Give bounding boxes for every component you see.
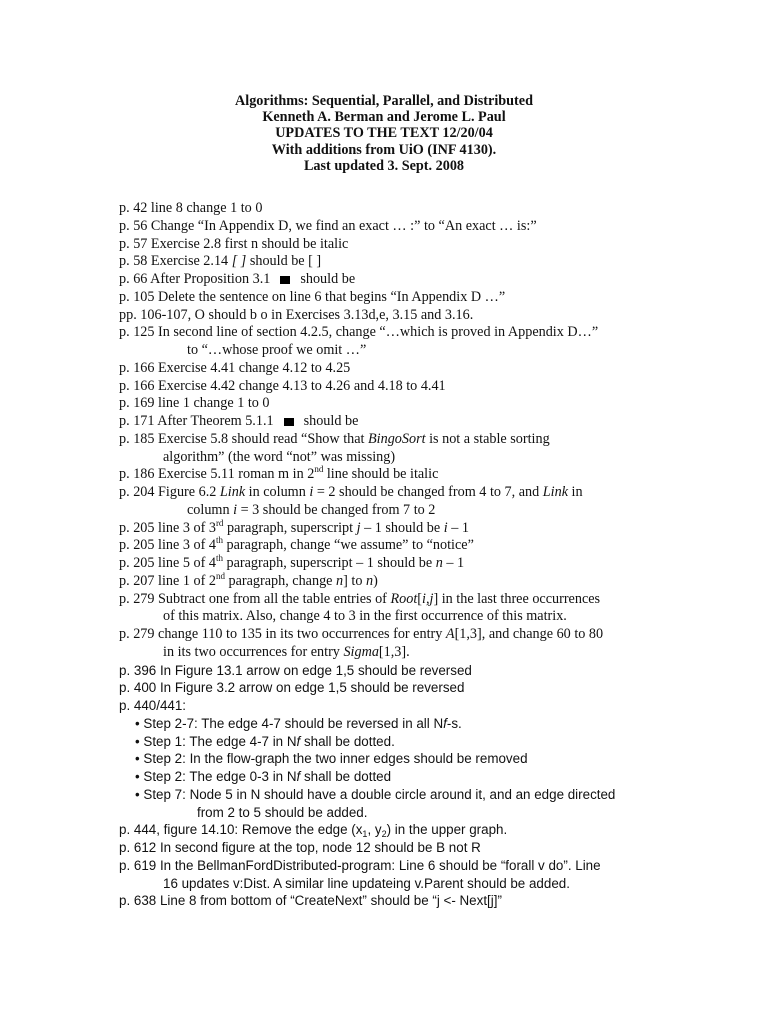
black-square-symbol — [280, 276, 290, 284]
errata-line: p. 205 line 5 of 4th paragraph, superscript – 1 should be n – 1 — [119, 553, 465, 571]
errata-line: p. 207 line 1 of 2nd paragraph, change n] to n) — [119, 570, 378, 589]
bullet-item: • Step 1: The edge 4-7 in Nf shall be dotted. — [135, 733, 395, 749]
errata-line: pp. 106-107, O should b o in Exercises 3.13d,e, 3.15 and 3.16. — [119, 306, 474, 323]
errata-line: p. 185 Exercise 5.8 should read “Show that BingoSort is not a stable sorting — [119, 430, 550, 447]
errata-line: p. 638 Line 8 from bottom of “CreateNext” should be “j <- Next[j]” — [119, 893, 502, 909]
errata-line-continued: algorithm” (the word “not” was missing) — [163, 448, 396, 465]
authors: Kenneth A. Berman and Jerome L. Paul — [262, 109, 506, 126]
updates-title: UPDATES TO THE TEXT 12/20/04 — [275, 125, 493, 142]
errata-line-continued: in its two occurrences for entry Sigma[1,3]. — [163, 643, 410, 660]
errata-line: p. 205 line 3 of 4th paragraph, change “we assume” to “notice” — [119, 535, 474, 554]
errata-line: p. 400 In Figure 3.2 arrow on edge 1,5 should be reversed — [119, 680, 465, 696]
bullet-item: • Step 2-7: The edge 4-7 should be reversed in all Nf-s. — [135, 715, 462, 731]
document-header — [0, 93, 768, 174]
bullet-item-continued: from 2 to 5 should be added. — [197, 804, 368, 820]
errata-line: p. 66 After Proposition 3.1 should be — [119, 271, 356, 287]
bullet-item: • Step 7: Node 5 in N should have a double circle around it, and an edge directed — [135, 786, 616, 802]
errata-line: p. 396 In Figure 13.1 arrow on edge 1,5 should be reversed — [119, 662, 472, 678]
errata-line: p. 166 Exercise 4.42 change 4.13 to 4.26 and 4.18 to 4.41 — [119, 377, 446, 394]
errata-line-continued: 16 updates v:Dist. A similar line updateing v.Parent should be added. — [163, 875, 570, 891]
errata-line-continued: of this matrix. Also, change 4 to 3 in the first occurrence of this matrix. — [163, 608, 567, 625]
errata-line: p. 612 In second figure at the top, node 12 should be B not R — [119, 840, 481, 855]
errata-line: p. 125 In second line of section 4.2.5, change “…which is proved in Appendix D…” — [119, 324, 599, 341]
errata-line: p. 440/441: — [119, 698, 187, 713]
errata-line: p. 169 line 1 change 1 to 0 — [119, 395, 270, 412]
black-square-symbol — [284, 418, 294, 426]
errata-line: p. 279 change 110 to 135 in its two occurrences for entry A[1,3], and change 60 to 80 — [119, 626, 604, 642]
errata-line-continued: to “…whose proof we omit …” — [187, 342, 367, 358]
errata-list — [119, 200, 759, 910]
errata-line: p. 58 Exercise 2.14 [ ] should be [ ] — [119, 253, 322, 270]
errata-line-continued: column i = 3 should be changed from 7 to 2 — [187, 501, 436, 518]
errata-line: p. 204 Figure 6.2 Link in column i = 2 should be changed from 4 to 7, and Link in — [119, 484, 583, 500]
errata-line: p. 205 line 3 of 3rd paragraph, superscript j – 1 should be i – 1 — [119, 517, 469, 536]
last-updated: Last updated 3. Sept. 2008 — [303, 157, 465, 174]
bullet-item: • Step 2: The edge 0-3 in Nf shall be dotted — [135, 769, 392, 784]
errata-line: p. 279 Subtract one from all the table entries of Root[i,j] in the last three occurrences — [119, 590, 601, 607]
additions-note: With additions from UiO (INF 4130). — [271, 141, 497, 158]
book-title: Algorithms: Sequential, Parallel, and Distributed — [235, 93, 533, 109]
errata-line: p. 186 Exercise 5.11 roman m in 2nd line should be italic — [119, 464, 439, 483]
errata-line: p. 57 Exercise 2.8 first n should be italic — [119, 235, 349, 252]
errata-line: p. 42 line 8 change 1 to 0 — [119, 200, 263, 216]
errata-line: p. 171 After Theorem 5.1.1 should be — [119, 413, 359, 429]
errata-line: p. 619 In the BellmanFordDistributed-program: Line 6 should be “forall v do”. Line — [119, 857, 601, 873]
errata-line: p. 56 Change “In Appendix D, we find an exact … :” to “An exact … is:” — [119, 217, 537, 234]
errata-line: p. 444, figure 14.10: Remove the edge ($x_1$, $y_2$) in the upper graph. — [119, 822, 508, 840]
errata-line: p. 105 Delete the sentence on line 6 that begins “In Appendix D …” — [119, 288, 506, 305]
bullet-item: • Step 2: In the flow-graph the two inner edges should be removed — [135, 751, 528, 767]
errata-line: p. 166 Exercise 4.41 change 4.12 to 4.25 — [119, 359, 351, 376]
